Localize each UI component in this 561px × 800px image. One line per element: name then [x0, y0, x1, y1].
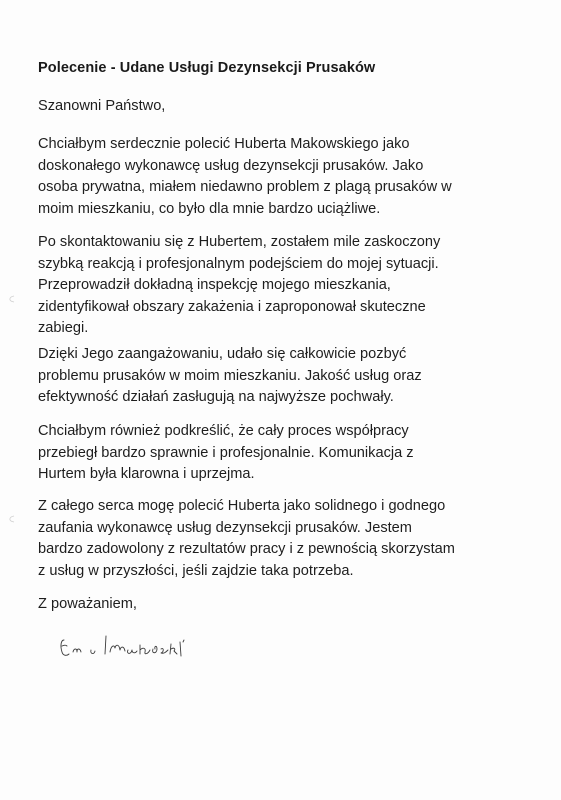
signature: [58, 630, 198, 664]
paragraph-line: zaufania wykonawcę usług dezynsekcji prusaków. Jestem: [38, 519, 412, 536]
punch-hole-mark: [6, 514, 16, 524]
paragraph-line: doskonałego wykonawcę usług dezynsekcji prusaków. Jako: [38, 157, 424, 174]
paragraph-line: zidentyfikował obszary zakażenia i zaproponował skuteczne: [38, 298, 426, 315]
paragraph-line: Hurtem była klarowna i uprzejma.: [38, 466, 255, 482]
paragraph-line: Po skontaktowaniu się z Hubertem, zostałem mile zaskoczony: [38, 234, 441, 250]
paragraph-line: bardzo zadowolony z rezultatów pracy i z pewnością skorzystam: [38, 541, 455, 557]
paragraph-line: zabiegi.: [38, 320, 89, 336]
paragraph-line: z usług w przyszłości, jeśli zajdzie taka potrzeba.: [38, 562, 354, 579]
paragraph-line: Przeprowadził dokładną inspekcję mojego mieszkania,: [38, 277, 391, 293]
paragraph-line: Chciałbym również podkreślić, że cały proces współpracy: [38, 423, 409, 439]
paragraph-line: osoba prywatna, miałem niedawno problem z plagą prusaków w: [38, 179, 452, 195]
paragraph-line: Z całego serca mogę polecić Huberta jako solidnego i godnego: [38, 498, 446, 514]
paragraph-1: [38, 134, 528, 220]
paragraph-line: moim mieszkaniu, co było dla mnie bardzo uciążliwe.: [38, 200, 381, 217]
paragraph-3: [38, 344, 528, 409]
salutation: Szanowni Państwo,: [38, 98, 166, 114]
paragraph-5: [38, 496, 528, 582]
paragraph-line: problemu prusaków w moim mieszkaniu. Jakość usług oraz: [38, 367, 422, 384]
closing: Z poważaniem,: [38, 596, 137, 612]
paragraph-line: efektywność działań zasługują na najwyższe pochwały.: [38, 389, 394, 405]
punch-hole-mark: [6, 294, 16, 304]
paragraph-line: Dzięki Jego zaangażowaniu, udało się całkowicie pozbyć: [38, 346, 407, 362]
paragraph-line: przebiegł bardzo sprawnie i profesjonalnie. Komunikacja z: [38, 444, 414, 461]
paragraph-line: szybką reakcją i profesjonalnym podejściem do mojej sytuacji.: [38, 255, 439, 272]
letter-title: Polecenie - Udane Usługi Dezynsekcji Prusaków: [38, 60, 376, 76]
paragraph-line: Chciałbym serdecznie polecić Huberta Makowskiego jako: [38, 136, 410, 152]
paragraph-2: [38, 232, 528, 340]
paragraph-4: [38, 421, 528, 486]
